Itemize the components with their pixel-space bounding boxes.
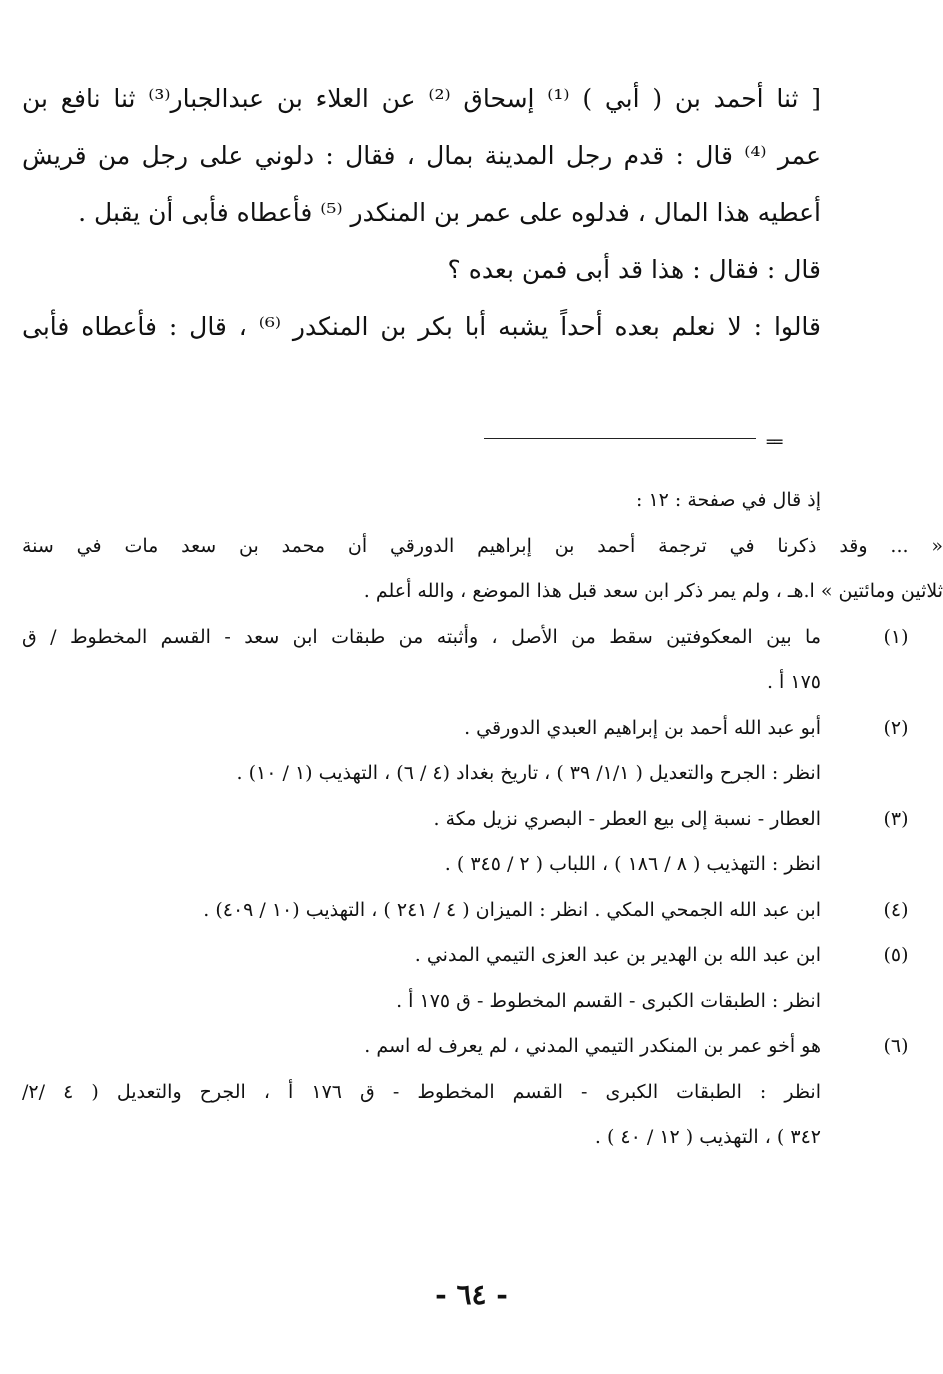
footnote-5	[22, 933, 909, 1024]
footnote-line: ٣٤٢ ) ، التهذيب ( ١٢ / ٤٠ ) .	[594, 1126, 821, 1148]
footnote-2	[22, 706, 909, 797]
footnote-3	[22, 797, 909, 888]
main-line: عمر ⁽⁴⁾ قال : قدم رجل المدينة بمال ، فقال : دلوني على رجل من قريش	[22, 141, 821, 170]
footnote-line: ما بين المعكوفتين سقط من الأصل ، وأثبته من طبقات ابن سعد - القسم المخطوط / ق	[22, 625, 821, 648]
footnote-4	[22, 888, 909, 934]
footnote-number: (٥)	[883, 944, 909, 966]
footnote-line: ابن عبد الله الجمحي المكي . انظر : الميزان ( ٤ / ٢٤١ ) ، التهذيب (١٠ / ٤٠٩) .	[203, 898, 821, 921]
footnote-number: (٢)	[883, 716, 909, 739]
footnote-line: انظر : الطبقات الكبرى - القسم المخطوط - ق ١٧٦ أ ، الجرح والتعديل ( ٤ /٢/	[22, 1080, 821, 1103]
main-line: قال : فقال : هذا قد أبى فمن بعده ؟	[447, 255, 821, 284]
page-number: - ٦٤ -	[435, 1278, 508, 1311]
footnote-quote-line: « ... وقد ذكرنا في ترجمة أحمد بن إبراهيم الدورقي أن محمد بن سعد مات في سنة	[22, 534, 943, 557]
footnote-line: انظر : التهذيب ( ٨ / ١٨٦ ) ، اللباب ( ٢ / ٣٤٥ ) .	[444, 853, 821, 875]
footnote-line: العطار - نسبة إلى بيع العطر - البصري نزيل مكة .	[433, 807, 821, 830]
footnote-line: ابن عبد الله بن الهدير بن عبد العزى التيمي المدني .	[414, 944, 821, 966]
footnote-number: (٣)	[883, 807, 909, 830]
footnote-number: (٦)	[883, 1035, 909, 1057]
footnote-1	[22, 615, 909, 706]
main-line: قالوا : لا نعلم بعده أحداً يشبه أبا بكر بن المنكدر ⁽⁶⁾ ، قال : فأعطاه فأبى	[22, 312, 821, 341]
footnote-line: أبو عبد الله أحمد بن إبراهيم العبدي الدورقي .	[464, 716, 821, 739]
footnote-number: (٤)	[883, 898, 909, 921]
footnote-number: (١)	[883, 625, 909, 648]
footnote-6	[22, 1024, 909, 1161]
divider-marks: ==	[766, 432, 782, 451]
main-text	[22, 70, 821, 355]
footnote-intro: إذ قال في صفحة : ١٢ :	[635, 489, 821, 511]
main-line: أعطيه هذا المال ، فدلوه على عمر بن المنكدر ⁽⁵⁾ فأعطاه فأبى أن يقبل .	[78, 198, 821, 227]
footnotes	[22, 478, 943, 1161]
footnote-line: ١٧٥ أ .	[766, 671, 821, 693]
footnote-line: هو أخو عمر بن المنكدر التيمي المدني ، لم يعرف له اسم .	[364, 1035, 821, 1057]
footnote-line: انظر : الجرح والتعديل ( ١/١/ ٣٩ ) ، تاريخ بغداد (٤ / ٦) ، التهذيب (١ / ١٠) .	[236, 762, 821, 784]
main-line: [ ثنا أحمد بن ( أبي ) ⁽¹⁾ إسحاق ⁽²⁾ عن العلاء بن عبدالجبار⁽³⁾ ثنا نافع بن	[22, 84, 821, 113]
footnote-line: انظر : الطبقات الكبرى - القسم المخطوط - ق ١٧٥ أ .	[396, 989, 821, 1012]
footnote-quote-line: ثلاثين ومائتين » ا.هـ ، ولم يمر ذكر ابن سعد قبل هذا الموضع ، والله أعلم .	[363, 580, 943, 602]
footnote-divider	[484, 438, 756, 439]
